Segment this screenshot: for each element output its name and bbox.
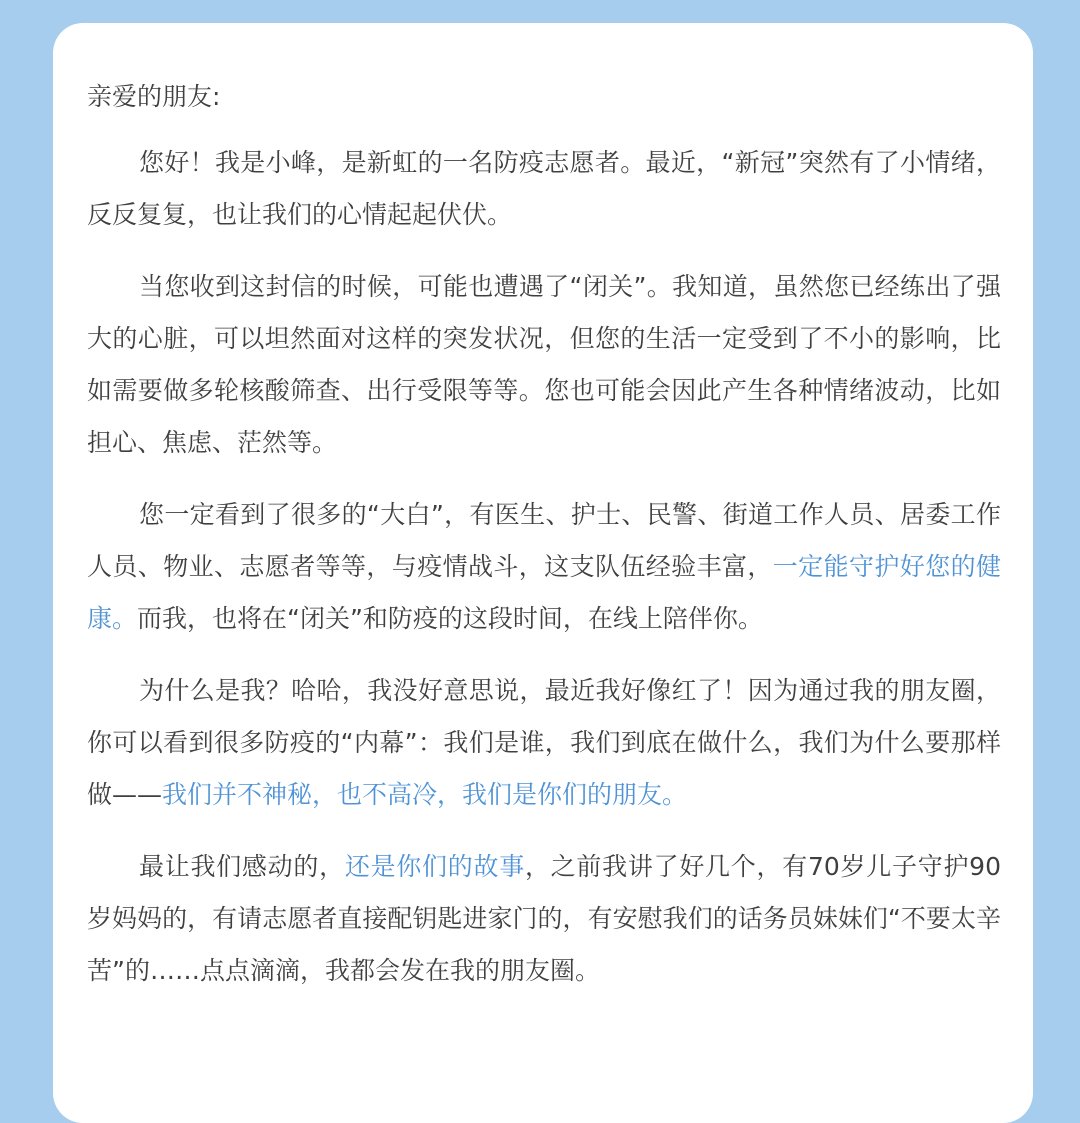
salutation: 亲爱的朋友: <box>87 82 221 111</box>
highlight-your-stories: 还是你们的故事 <box>344 852 525 881</box>
paragraph-stories <box>87 841 1001 997</box>
paragraph-greeting: 您好！我是小峰，是新虹的一名防疫志愿者。最近，“新冠”突然有了小情绪，反反复复，也让我们的心情起起伏伏。 <box>87 148 1001 229</box>
paragraph-dabai <box>87 489 1001 645</box>
paragraph-why-me-text: 为什么是我？哈哈，我没好意思说，最近我好像红了！因为通过我的朋友圈，你可以看到很多防疫的“内幕”：我们是谁，我们到底在做什么，我们为什么要那样做—— <box>87 676 1001 809</box>
letter-body <box>87 71 1001 1017</box>
highlight-protect-health: 一定能守护好您的健康。 <box>87 552 1001 633</box>
letter-card <box>53 23 1033 1123</box>
paragraph-stories-text: 最让我们感动的， <box>139 852 345 881</box>
paragraph-stories-text-end: ，之前我讲了好几个，有70岁儿子守护90岁妈妈的，有请志愿者直接配钥匙进家门的，有安慰我们的话务员妹妹们“不要太辛苦”的……点点滴滴，我都会发在我的朋友圈。 <box>87 852 1001 985</box>
paragraph-dabai-text-end: 而我，也将在“闭关”和防疫的这段时间，在线上陪伴你。 <box>137 604 763 633</box>
paragraph-lockdown: 当您收到这封信的时候，可能也遭遇了“闭关”。我知道，虽然您已经练出了强大的心脏，可以坦然面对这样的突发状况，但您的生活一定受到了不小的影响，比如需要做多轮核酸筛查、出行受限等等。您也可能会因此产生各种情绪波动，比如担心、焦虑、茫然等。 <box>87 272 1001 457</box>
paragraph-why-me <box>87 665 1001 821</box>
paragraph-dabai-text: 您一定看到了很多的“大白”，有医生、护士、民警、街道工作人员、居委工作人员、物业、志愿者等等，与疫情战斗，这支队伍经验丰富， <box>87 500 1001 581</box>
highlight-we-are-friends: 我们并不神秘，也不高冷，我们是你们的朋友。 <box>162 780 688 809</box>
